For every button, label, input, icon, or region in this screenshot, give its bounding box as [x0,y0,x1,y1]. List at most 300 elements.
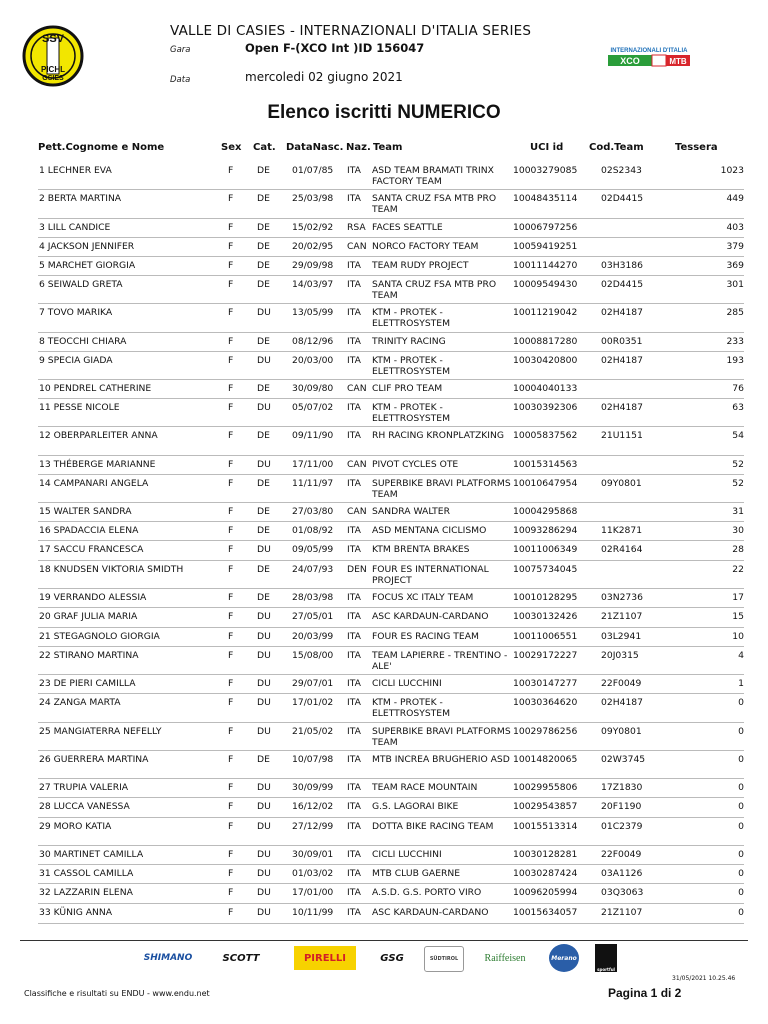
cell-name: 20 GRAF JULIA MARIA [39,611,138,622]
cell-naz: ITA [347,754,361,765]
cell-cod: 22F0049 [601,678,642,689]
cell-name: 31 CASSOL CAMILLA [39,868,134,879]
cell-naz: ITA [347,525,361,536]
row-divider [38,303,744,304]
cell-sex: F [228,650,234,661]
cell-name: 29 MORO KATIA [39,821,112,832]
series-logo-mtb: MTB [669,57,687,66]
cell-dob: 21/05/02 [292,726,334,737]
cell-sex: F [228,697,234,708]
row-divider [38,588,744,589]
row-divider [38,797,744,798]
cell-cod: 02R4164 [601,544,643,555]
cell-cod: 03H3186 [601,260,643,271]
cell-uci: 10059419251 [513,241,578,252]
cell-team: KTM BRENTA BRAKES [372,544,470,555]
row-divider [38,864,744,865]
data-label: Data [170,75,191,85]
cell-team: ASC KARDAUN-CARDANO [372,611,489,622]
cell-sex: F [228,193,234,204]
cell-sex: F [228,821,234,832]
cell-tessera: 0 [738,726,744,737]
cell-team: KTM - PROTEK - ELETTROSYSTEM [372,355,451,377]
cell-tessera: 0 [738,821,744,832]
cell-dob: 29/09/98 [292,260,334,271]
cell-dob: 25/03/98 [292,193,334,204]
cell-uci: 10005837562 [513,430,578,441]
cell-cat: DU [257,544,271,555]
cell-uci: 10048435114 [513,193,578,204]
cell-dob: 20/03/00 [292,355,334,366]
cell-team: MTB INCREA BRUGHERIO ASD [372,754,510,765]
cell-cat: DU [257,678,271,689]
row-divider [38,398,744,399]
cell-tessera: 1 [738,678,744,689]
cell-cod: 20J0315 [601,650,639,661]
cell-naz: ITA [347,631,361,642]
cell-team: KTM - PROTEK - ELETTROSYSTEM [372,402,451,424]
cell-cat: DE [257,383,270,394]
col-header-name: Pett.Cognome e Nome [38,142,165,153]
row-divider [38,560,744,561]
cell-naz: CAN [347,241,367,252]
cell-dob: 09/11/90 [292,430,334,441]
cell-sex: F [228,459,234,470]
cell-cod: 09Y0801 [601,726,642,737]
cell-uci: 10004295868 [513,506,578,517]
cell-naz: ITA [347,821,361,832]
cell-name: 15 WALTER SANDRA [39,506,132,517]
page-number: Pagina 1 di 2 [608,986,682,1000]
cell-cat: DU [257,801,271,812]
cell-cod: 02D4415 [601,279,644,290]
club-logo-bottom: GSIES [42,75,64,82]
cell-uci: 10014820065 [513,754,578,765]
cell-dob: 05/07/02 [292,402,334,413]
cell-dob: 10/11/99 [292,907,334,918]
cell-cod: 03N2736 [601,592,643,603]
cell-naz: DEN [347,564,367,575]
cell-naz: CAN [347,383,367,394]
cell-name: 27 TRUPIA VALERIA [39,782,129,793]
sponsor-merano: Merano [549,944,579,972]
cell-name: 18 KNUDSEN VIKTORIA SMIDTH [39,564,184,575]
cell-cat: DU [257,726,271,737]
cell-dob: 30/09/99 [292,782,334,793]
row-divider [38,540,744,541]
cell-sex: F [228,754,234,765]
cell-naz: ITA [347,697,361,708]
col-header-tessera: Tessera [675,142,718,153]
cell-dob: 10/07/98 [292,754,334,765]
cell-team: NORCO FACTORY TEAM [372,241,479,252]
cell-uci: 10029786256 [513,726,578,737]
cell-cat: DE [257,430,270,441]
cell-team: TEAM RUDY PROJECT [372,260,469,271]
cell-uci: 10006797256 [513,222,578,233]
cell-tessera: 10 [732,631,744,642]
cell-sex: F [228,849,234,860]
cell-cat: DE [257,165,270,176]
cell-team: ASD TEAM BRAMATI TRINX FACTORY TEAM [372,165,494,187]
row-divider [38,778,744,779]
cell-naz: ITA [347,650,361,661]
cell-dob: 27/03/80 [292,506,334,517]
cell-naz: ITA [347,544,361,555]
cell-name: 22 STIRANO MARTINA [39,650,139,661]
cell-cod: 02H4187 [601,697,643,708]
cell-team: FOUR ES INTERNATIONAL PROJECT [372,564,489,586]
cell-sex: F [228,241,234,252]
cell-sex: F [228,165,234,176]
cell-tessera: 285 [726,307,744,318]
cell-cat: DU [257,307,271,318]
cell-cod: 11K2871 [601,525,643,536]
cell-uci: 10093286294 [513,525,578,536]
cell-cat: DU [257,887,271,898]
cell-sex: F [228,564,234,575]
row-divider [38,256,744,257]
sponsor-sportful: sportful [595,944,617,972]
cell-tessera: 31 [732,506,744,517]
cell-name: 13 THÉBERGE MARIANNE [39,459,156,470]
cell-name: 16 SPADACCIA ELENA [39,525,139,536]
cell-tessera: 0 [738,801,744,812]
cell-cod: 03L2941 [601,631,642,642]
cell-tessera: 193 [726,355,744,366]
cell-name: 21 STEGAGNOLO GIORGIA [39,631,160,642]
cell-tessera: 1023 [720,165,744,176]
row-divider [38,502,744,503]
footer-divider [20,940,748,941]
cell-team: PIVOT CYCLES OTE [372,459,459,470]
cell-cod: 21Z1107 [601,611,643,622]
row-divider [38,351,744,352]
cell-naz: ITA [347,726,361,737]
cell-team: TEAM LAPIERRE - TRENTINO - ALE' [372,650,508,672]
col-header-cat: Cat. [253,142,276,153]
row-divider [38,275,744,276]
cell-tessera: 63 [732,402,744,413]
row-divider [38,455,744,456]
cell-name: 23 DE PIERI CAMILLA [39,678,136,689]
cell-name: 1 LECHNER EVA [39,165,112,176]
cell-name: 17 SACCU FRANCESCA [39,544,144,555]
cell-team: SANTA CRUZ FSA MTB PRO TEAM [372,279,497,301]
cell-tessera: 0 [738,907,744,918]
cell-sex: F [228,801,234,812]
cell-cod: 20F1190 [601,801,642,812]
cell-tessera: 233 [726,336,744,347]
cell-name: 6 SEIWALD GRETA [39,279,123,290]
cell-uci: 10015634057 [513,907,578,918]
row-divider [38,627,744,628]
cell-cod: 02H4187 [601,355,643,366]
cell-team: G.S. LAGORAI BIKE [372,801,459,812]
cell-cod: 22F0049 [601,849,642,860]
row-divider [38,817,744,818]
cell-naz: ITA [347,907,361,918]
cell-team: ASC KARDAUN-CARDANO [372,907,489,918]
sponsor-raiffeisen: Raiffeisen [484,952,526,964]
cell-team: CICLI LUCCHINI [372,849,442,860]
cell-team: DOTTA BIKE RACING TEAM [372,821,494,832]
row-divider [38,693,744,694]
cell-sex: F [228,631,234,642]
cell-dob: 01/03/02 [292,868,334,879]
cell-team: FOUR ES RACING TEAM [372,631,479,642]
col-header-dob: DataNasc. [286,142,344,153]
cell-name: 19 VERRANDO ALESSIA [39,592,147,603]
cell-cat: DU [257,907,271,918]
cell-cat: DE [257,506,270,517]
row-divider [38,218,744,219]
row-divider [38,237,744,238]
cell-naz: ITA [347,868,361,879]
row-divider [38,379,744,380]
cell-team: FOCUS XC ITALY TEAM [372,592,474,603]
cell-cod: 00R0351 [601,336,643,347]
cell-team: CICLI LUCCHINI [372,678,442,689]
cell-dob: 20/02/95 [292,241,334,252]
cell-dob: 24/07/93 [292,564,334,575]
cell-cat: DU [257,459,271,470]
cell-dob: 28/03/98 [292,592,334,603]
cell-cod: 21U1151 [601,430,643,441]
cell-name: 10 PENDREL CATHERINE [39,383,152,394]
cell-dob: 17/01/02 [292,697,334,708]
cell-sex: F [228,907,234,918]
cell-cat: DE [257,279,270,290]
cell-cat: DU [257,849,271,860]
row-divider [38,722,744,723]
cell-tessera: 28 [732,544,744,555]
cell-uci: 10030364620 [513,697,578,708]
cell-uci: 10030287424 [513,868,578,879]
cell-uci: 10011144270 [513,260,578,271]
cell-sex: F [228,260,234,271]
cell-naz: ITA [347,279,361,290]
cell-sex: F [228,611,234,622]
cell-name: 32 LAZZARIN ELENA [39,887,133,898]
cell-uci: 10010647954 [513,478,578,489]
cell-naz: ITA [347,611,361,622]
cell-tessera: 403 [726,222,744,233]
cell-dob: 11/11/97 [292,478,334,489]
sponsor-shimano: SHIMANO [143,953,193,963]
document-title: Elenco iscritti NUMERICO [267,102,501,123]
cell-sex: F [228,726,234,737]
cell-dob: 15/02/92 [292,222,334,233]
cell-cat: DU [257,821,271,832]
cell-naz: ITA [347,402,361,413]
cell-naz: RSA [347,222,366,233]
row-divider [38,426,744,427]
cell-tessera: 17 [732,592,744,603]
cell-tessera: 0 [738,782,744,793]
row-divider [38,521,744,522]
cell-dob: 01/07/85 [292,165,334,176]
cell-tessera: 379 [726,241,744,252]
cell-name: 5 MARCHET GIORGIA [39,260,136,271]
cell-dob: 27/05/01 [292,611,334,622]
row-divider [38,750,744,751]
cell-naz: ITA [347,678,361,689]
cell-cat: DE [257,478,270,489]
cell-uci: 10075734045 [513,564,578,575]
sponsor-pirelli: PIRELLI [294,946,356,970]
cell-uci: 10029543857 [513,801,578,812]
cell-naz: ITA [347,165,361,176]
cell-cat: DE [257,336,270,347]
cell-tessera: 22 [732,564,744,575]
cell-cat: DU [257,650,271,661]
cell-tessera: 76 [732,383,744,394]
cell-naz: ITA [347,887,361,898]
cell-team: SANDRA WALTER [372,506,450,517]
gara-value: Open F-(XCO Int )ID 156047 [245,41,425,55]
cell-uci: 10029172227 [513,650,578,661]
cell-uci: 10011219042 [513,307,578,318]
cell-naz: ITA [347,355,361,366]
cell-team: KTM - PROTEK - ELETTROSYSTEM [372,697,451,719]
cell-cat: DU [257,402,271,413]
cell-uci: 10011006551 [513,631,578,642]
series-logo-top: INTERNAZIONALI D'ITALIA [610,48,688,54]
cell-name: 9 SPECIA GIADA [39,355,113,366]
cell-dob: 09/05/99 [292,544,334,555]
cell-naz: ITA [347,782,361,793]
cell-naz: ITA [347,430,361,441]
cell-dob: 14/03/97 [292,279,334,290]
cell-cat: DE [257,260,270,271]
cell-sex: F [228,383,234,394]
cell-cod: 21Z1107 [601,907,643,918]
cell-name: 24 ZANGA MARTA [39,697,121,708]
col-header-uci: UCI id [530,142,564,153]
club-logo-top: SSV [41,33,65,45]
cell-dob: 15/08/00 [292,650,334,661]
cell-sex: F [228,868,234,879]
cell-naz: ITA [347,592,361,603]
cell-cat: DE [257,525,270,536]
cell-cod: 02W3745 [601,754,646,765]
cell-cat: DU [257,697,271,708]
cell-cat: DU [257,631,271,642]
row-divider [38,189,744,190]
cell-dob: 27/12/99 [292,821,334,832]
cell-tessera: 54 [732,430,744,441]
cell-tessera: 0 [738,887,744,898]
data-value: mercoledi 02 giugno 2021 [245,70,403,84]
cell-sex: F [228,506,234,517]
cell-dob: 30/09/80 [292,383,334,394]
cell-uci: 10009549430 [513,279,578,290]
cell-cat: DU [257,782,271,793]
row-divider [38,332,744,333]
cell-uci: 10008817280 [513,336,578,347]
row-divider [38,923,744,924]
cell-sex: F [228,336,234,347]
cell-sex: F [228,307,234,318]
cell-cat: DE [257,222,270,233]
cell-sex: F [228,887,234,898]
cell-tessera: 4 [738,650,744,661]
cell-dob: 20/03/99 [292,631,334,642]
cell-tessera: 30 [732,525,744,536]
cell-uci: 10030392306 [513,402,578,413]
row-divider [38,903,744,904]
cell-cat: DU [257,868,271,879]
footer-credits: Classifiche e risultati su ENDU - www.endu.net [24,989,210,998]
cell-uci: 10096205994 [513,887,578,898]
col-header-team: Team [373,142,403,153]
cell-name: 2 BERTA MARTINA [39,193,122,204]
cell-uci: 10030128281 [513,849,578,860]
cell-name: 4 JACKSON JENNIFER [39,241,135,252]
col-header-naz: Naz. [346,142,371,153]
cell-uci: 10030147277 [513,678,578,689]
cell-team: TEAM RACE MOUNTAIN [372,782,478,793]
cell-uci: 10015513314 [513,821,578,832]
cell-naz: ITA [347,260,361,271]
cell-name: 12 OBERPARLEITER ANNA [39,430,158,441]
cell-naz: ITA [347,336,361,347]
row-divider [38,674,744,675]
cell-uci: 10004040133 [513,383,578,394]
cell-sex: F [228,678,234,689]
cell-cat: DE [257,592,270,603]
cell-cod: 03A1126 [601,868,643,879]
cell-name: 26 GUERRERA MARTINA [39,754,149,765]
cell-uci: 10030420800 [513,355,578,366]
cell-sex: F [228,525,234,536]
cell-cod: 03Q3063 [601,887,644,898]
cell-sex: F [228,279,234,290]
cell-naz: ITA [347,801,361,812]
event-title: VALLE DI CASIES - INTERNAZIONALI D'ITALIA SERIES [170,23,532,39]
cell-team: A.S.D. G.S. PORTO VIRO [372,887,482,898]
cell-sex: F [228,430,234,441]
cell-sex: F [228,402,234,413]
cell-tessera: 0 [738,849,744,860]
cell-tessera: 15 [732,611,744,622]
row-divider [38,845,744,846]
col-header-cod: Cod.Team [589,142,644,153]
cell-dob: 17/01/00 [292,887,334,898]
sponsor-scott: SCOTT [222,952,260,964]
row-divider [38,646,744,647]
cell-uci: 10011006349 [513,544,578,555]
cell-dob: 17/11/00 [292,459,334,470]
cell-team: SANTA CRUZ FSA MTB PRO TEAM [372,193,497,215]
cell-uci: 10015314563 [513,459,578,470]
series-logo [604,44,694,70]
series-logo-xco: XCO [620,56,640,66]
cell-dob: 16/12/02 [292,801,334,812]
cell-cat: DE [257,754,270,765]
cell-naz: CAN [347,506,367,517]
cell-naz: ITA [347,478,361,489]
cell-name: 14 CAMPANARI ANGELA [39,478,149,489]
club-logo-mid: PICHL [41,65,65,74]
cell-tessera: 0 [738,868,744,879]
cell-tessera: 0 [738,754,744,765]
row-divider [38,607,744,608]
cell-cat: DE [257,193,270,204]
cell-team: CLIF PRO TEAM [372,383,443,394]
cell-sex: F [228,592,234,603]
